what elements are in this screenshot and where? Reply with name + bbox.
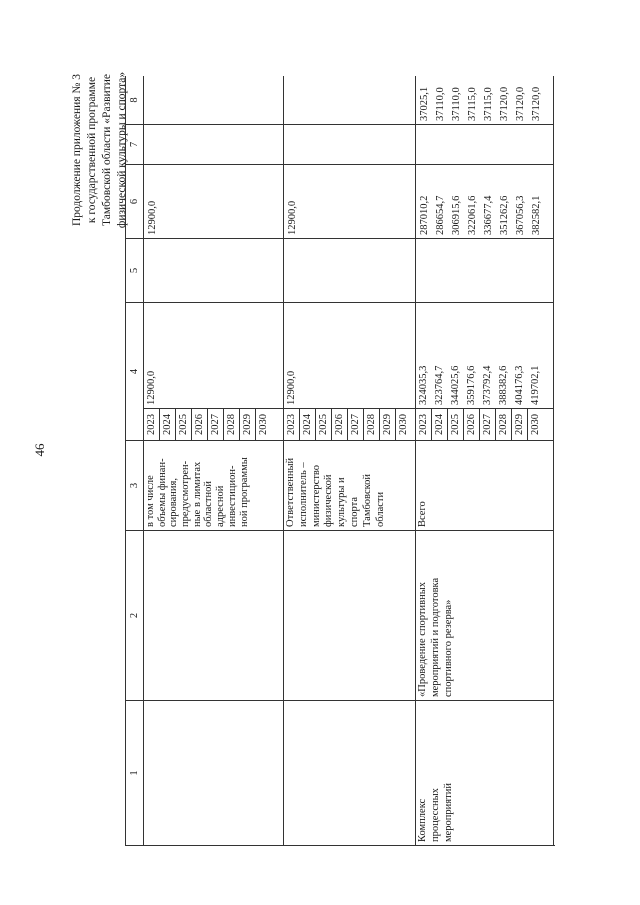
cell-col4	[144, 302, 284, 440]
col7-value	[497, 128, 513, 161]
col5-value	[497, 242, 513, 299]
cell-col3	[144, 440, 284, 530]
col8-value: 37115,0	[483, 87, 494, 121]
year-label: 2029	[512, 409, 528, 440]
col4-value	[240, 371, 256, 405]
col3-line: Ответственный	[285, 457, 296, 527]
cell-col1	[284, 700, 416, 845]
year-label: 2026	[464, 409, 480, 440]
cell-col6	[144, 164, 284, 238]
col5-value	[301, 242, 317, 299]
col4-value	[364, 371, 380, 405]
col5-value	[529, 242, 545, 299]
financing-table	[125, 76, 555, 846]
col4-value: 344025,6	[450, 365, 461, 405]
col7-value	[465, 128, 481, 161]
col4-values	[284, 371, 415, 408]
col5-value	[397, 242, 413, 299]
col6-value: 351262,6	[499, 195, 510, 235]
col1-line: процессных	[429, 788, 441, 842]
col4-value	[348, 371, 364, 405]
col7-value	[333, 128, 349, 161]
col7-value	[317, 128, 333, 161]
cell-col5	[284, 238, 416, 302]
col6-value	[349, 168, 365, 235]
col1-line: Комплекс	[417, 798, 428, 842]
col8-value: 37110,0	[435, 87, 446, 121]
col2-line: «Проведение спортивных	[417, 581, 428, 697]
header-line: к государственной программе	[86, 76, 98, 224]
col4-value: 404176,3	[514, 365, 525, 405]
year-label: 2027	[480, 409, 496, 440]
col8-value	[145, 79, 161, 121]
column-header-6: 6	[126, 164, 144, 238]
col4-value: 373792,4	[482, 365, 493, 405]
col5-value	[433, 242, 449, 299]
col6-value: 12900,0	[287, 200, 298, 235]
col8-value: 37120,0	[499, 86, 510, 121]
year-label: 2024	[432, 409, 448, 440]
year-column	[144, 408, 283, 440]
col8-value	[397, 79, 413, 121]
col8-value	[241, 79, 257, 121]
year-label: 2027	[348, 409, 364, 440]
col3-line: сирования,	[168, 478, 180, 527]
col7-value	[381, 128, 397, 161]
col5-value	[209, 242, 225, 299]
cell-col7	[144, 124, 284, 164]
col6-value: 286654,7	[435, 195, 446, 235]
year-label: 2023	[284, 409, 300, 440]
col3-line: в том числе	[145, 475, 156, 527]
column-header-1: 1	[126, 700, 144, 845]
col4-value	[300, 371, 316, 405]
col4-value	[224, 371, 240, 405]
col4-value	[396, 371, 412, 405]
col4-value: 324035,3	[418, 365, 429, 405]
col6-value: 367056,3	[515, 195, 526, 235]
col4-value	[192, 371, 208, 405]
col7-value	[241, 128, 257, 161]
col7-value	[365, 128, 381, 161]
cell-col8	[284, 76, 416, 124]
year-label: 2030	[530, 414, 541, 435]
col7-value	[285, 128, 301, 161]
col4-value	[208, 371, 224, 405]
cell-col6	[416, 164, 554, 238]
cell-col6	[284, 164, 416, 238]
col5-value	[481, 242, 497, 299]
year-label: 2026	[192, 409, 208, 440]
col2-line: спортивного резерва»	[442, 599, 454, 697]
col3-line: областной	[203, 481, 215, 527]
col3-line: физической	[323, 474, 335, 527]
col7-value	[161, 128, 177, 161]
col8-value	[349, 79, 365, 121]
header-line: физической культуры и спорта»	[116, 71, 128, 229]
col4-value: 419702,1	[530, 365, 541, 405]
col4-value	[332, 371, 348, 405]
col7-value	[513, 128, 529, 161]
cell-col5	[144, 238, 284, 302]
col6-value: 12900,0	[147, 200, 158, 235]
year-column	[284, 408, 415, 440]
cell-col2	[416, 530, 554, 700]
col6-value	[161, 168, 177, 235]
col3-line: адресной	[215, 485, 227, 527]
cell-col5	[416, 238, 554, 302]
column-header-7: 7	[126, 124, 144, 164]
cell-col1	[416, 700, 554, 845]
col7-value	[349, 128, 365, 161]
cell-col7	[284, 124, 416, 164]
col6-value	[333, 168, 349, 235]
col3-line: объемы финан-	[156, 458, 168, 527]
col7-value	[301, 128, 317, 161]
year-label: 2023	[416, 409, 432, 440]
col8-value: 37115,0	[467, 87, 478, 121]
col8-value	[257, 79, 273, 121]
col7-value	[433, 128, 449, 161]
col7-value	[145, 128, 161, 161]
col3-line: предусмотрен-	[180, 460, 192, 527]
col6-value	[177, 168, 193, 235]
col4-value: 323764,7	[434, 365, 445, 405]
year-label: 2025	[176, 409, 192, 440]
col5-value	[177, 242, 193, 299]
col3-line: исполнитель –	[297, 462, 309, 527]
col7-value	[481, 128, 497, 161]
col7-value	[225, 128, 241, 161]
column-header-5: 5	[126, 238, 144, 302]
col6-value	[381, 168, 397, 235]
col8-value: 37120,0	[531, 86, 542, 121]
col5-value	[381, 242, 397, 299]
column-header-4: 4	[126, 302, 144, 440]
cell-col8	[416, 76, 554, 124]
col5-value	[225, 242, 241, 299]
col5-value	[257, 242, 273, 299]
year-label: 2028	[224, 409, 240, 440]
col6-value	[301, 168, 317, 235]
col8-value: 37025,1	[419, 86, 430, 121]
col3-line: Тамбовской	[361, 473, 373, 527]
col8-value	[301, 79, 317, 121]
col3-line: Всего	[417, 501, 428, 527]
year-label: 2030	[258, 414, 269, 435]
col4-value	[176, 371, 192, 405]
col8-value	[161, 79, 177, 121]
col8-value	[209, 79, 225, 121]
col3-line: ные в лимитах	[191, 461, 203, 527]
col4-value	[380, 371, 396, 405]
col6-value: 322061,6	[467, 195, 478, 235]
col8-value: 37110,0	[451, 87, 462, 121]
col8-value: 37120,0	[515, 86, 526, 121]
rotated-table-area	[125, 76, 555, 846]
col8-value	[193, 79, 209, 121]
col8-value	[333, 79, 349, 121]
col5-value	[365, 242, 381, 299]
col5-value	[417, 242, 433, 299]
year-label: 2025	[316, 409, 332, 440]
year-label: 2028	[364, 409, 380, 440]
year-label: 2030	[398, 414, 409, 435]
col6-value	[225, 168, 241, 235]
year-label: 2028	[496, 409, 512, 440]
col5-value	[241, 242, 257, 299]
col6-value: 382582,1	[531, 195, 542, 235]
col7-value	[529, 128, 545, 161]
col4-value	[160, 371, 176, 405]
col8-value	[225, 79, 241, 121]
col4-value: 12900,0	[286, 370, 297, 405]
col8-value	[317, 79, 333, 121]
year-column	[416, 408, 553, 440]
page-header	[70, 10, 130, 290]
col8-value	[365, 79, 381, 121]
col4-values	[416, 366, 553, 408]
year-label: 2027	[208, 409, 224, 440]
col7-value	[257, 128, 273, 161]
col5-value	[465, 242, 481, 299]
col7-value	[417, 128, 433, 161]
col7-value	[177, 128, 193, 161]
cell-col1	[144, 700, 284, 845]
col5-value	[449, 242, 465, 299]
col6-value	[365, 168, 381, 235]
cell-col2	[284, 530, 416, 700]
col5-value	[317, 242, 333, 299]
col5-value	[349, 242, 365, 299]
col5-value	[145, 242, 161, 299]
col6-value: 336677,4	[483, 195, 494, 235]
col7-value	[397, 128, 413, 161]
year-label: 2029	[380, 409, 396, 440]
col6-value	[317, 168, 333, 235]
year-label: 2025	[448, 409, 464, 440]
col4-value	[256, 371, 272, 405]
col8-value	[285, 79, 301, 121]
column-header-8: 8	[126, 76, 144, 124]
col6-value: 287010,2	[419, 195, 430, 235]
col6-value	[241, 168, 257, 235]
col3-line: культуры и	[336, 477, 348, 527]
header-line: Тамбовской области «Развитие	[101, 74, 113, 226]
col3-line: инвестицион-	[226, 465, 238, 527]
col7-value	[193, 128, 209, 161]
cell-col7	[416, 124, 554, 164]
cell-col3	[416, 440, 554, 530]
col7-value	[209, 128, 225, 161]
cell-col3	[284, 440, 416, 530]
col4-value: 388382,6	[498, 365, 509, 405]
col1-line: мероприятий	[442, 783, 454, 842]
col6-value: 306915,6	[451, 195, 462, 235]
col3-line: ной программы	[238, 457, 250, 527]
cell-col4	[416, 302, 554, 440]
col2-line: мероприятий и подготовка	[429, 577, 441, 697]
year-label: 2024	[300, 409, 316, 440]
col6-value	[397, 168, 413, 235]
col3-line: спорта	[348, 496, 360, 527]
column-header-3: 3	[126, 440, 144, 530]
col6-value	[209, 168, 225, 235]
year-label: 2029	[240, 409, 256, 440]
year-label: 2024	[160, 409, 176, 440]
col5-value	[513, 242, 529, 299]
cell-col2	[144, 530, 284, 700]
col5-value	[285, 242, 301, 299]
col3-line: министерство	[310, 464, 322, 527]
col8-value	[177, 79, 193, 121]
col3-line: области	[374, 491, 386, 527]
col6-value	[257, 168, 273, 235]
col4-value	[316, 371, 332, 405]
col5-value	[161, 242, 177, 299]
col7-value	[449, 128, 465, 161]
col4-value: 12900,0	[146, 370, 157, 405]
col4-values	[144, 371, 283, 408]
page-number: 46	[32, 443, 47, 457]
col5-value	[193, 242, 209, 299]
col8-value	[381, 79, 397, 121]
year-label: 2023	[144, 409, 160, 440]
cell-col4	[284, 302, 416, 440]
year-label: 2026	[332, 409, 348, 440]
col4-value: 359176,6	[466, 365, 477, 405]
cell-col8	[144, 76, 284, 124]
col6-value	[193, 168, 209, 235]
column-header-2: 2	[126, 530, 144, 700]
header-line: Продолжение приложения № 3	[71, 73, 83, 227]
col5-value	[333, 242, 349, 299]
